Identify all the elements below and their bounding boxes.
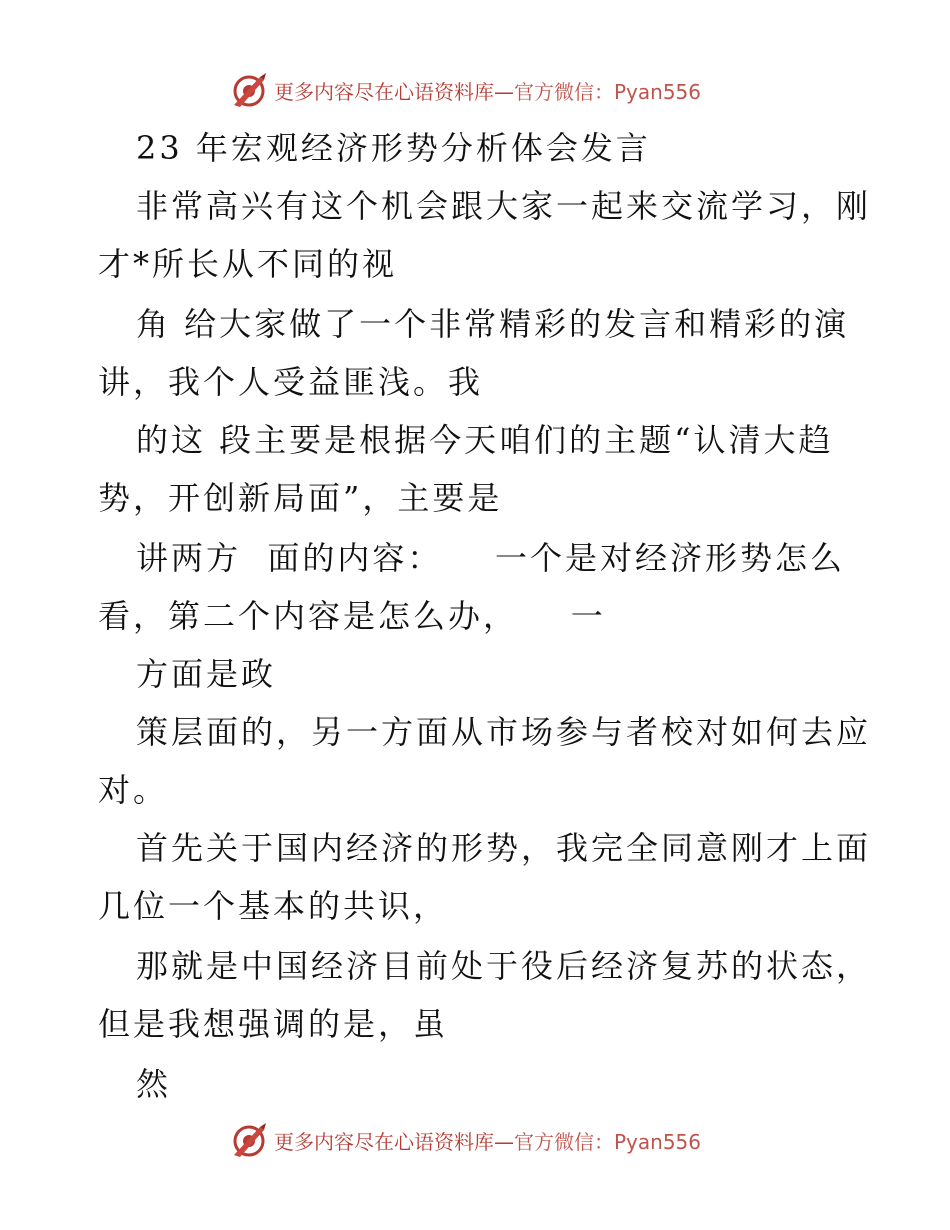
- pen-logo-icon: [230, 71, 268, 109]
- banner-separator: —: [494, 1129, 514, 1154]
- text-line: 讲，我个人受益匪浅。我: [98, 363, 484, 401]
- pen-logo-icon: [230, 1121, 268, 1159]
- banner-separator: —: [494, 79, 514, 104]
- text-line: 那就是中国经济目前处于役后经济复苏的状态，: [136, 947, 872, 985]
- document-title: 23 年宏观经济形势分析体会发言: [136, 129, 651, 167]
- text-line: 讲两方 面的内容： 一个是对经济形势怎么: [136, 539, 846, 577]
- text-line: 非常高兴有这个机会跟大家一起来交流学习，刚: [136, 187, 872, 225]
- text-line: 角 给大家做了一个非常精彩的发言和精彩的演: [136, 305, 850, 343]
- text-line: 但是我想强调的是，虽: [98, 1005, 449, 1043]
- text-line: 的这 段主要是根据今天咱们的主题“认清大趋: [136, 421, 834, 459]
- text-line: 首先关于国内经济的形势，我完全同意刚才上面: [136, 829, 872, 867]
- text-line: 势，开创新局面”，主要是: [98, 479, 503, 517]
- banner-title: 更多内容尽在心语资料库: [274, 1129, 494, 1154]
- text-line: 然: [136, 1065, 172, 1103]
- footer-watermark-banner: [230, 1120, 750, 1160]
- text-line: 看，第二个内容是怎么办， 一: [98, 597, 606, 635]
- header-watermark-banner: [230, 70, 750, 110]
- text-line: 方面是政: [136, 655, 277, 693]
- text-line: 几位一个基本的共识，: [98, 887, 449, 925]
- banner-wechat: 官方微信：Pyan556: [514, 1129, 702, 1154]
- banner-title: 更多内容尽在心语资料库: [274, 79, 494, 104]
- text-line: 对。: [98, 771, 169, 809]
- banner-wechat: 官方微信：Pyan556: [514, 79, 702, 104]
- text-line: 才*所长从不同的视: [98, 245, 398, 283]
- text-line: 策层面的，另一方面从市场参与者校对如何去应: [136, 713, 872, 751]
- document-body: [0, 118, 950, 1118]
